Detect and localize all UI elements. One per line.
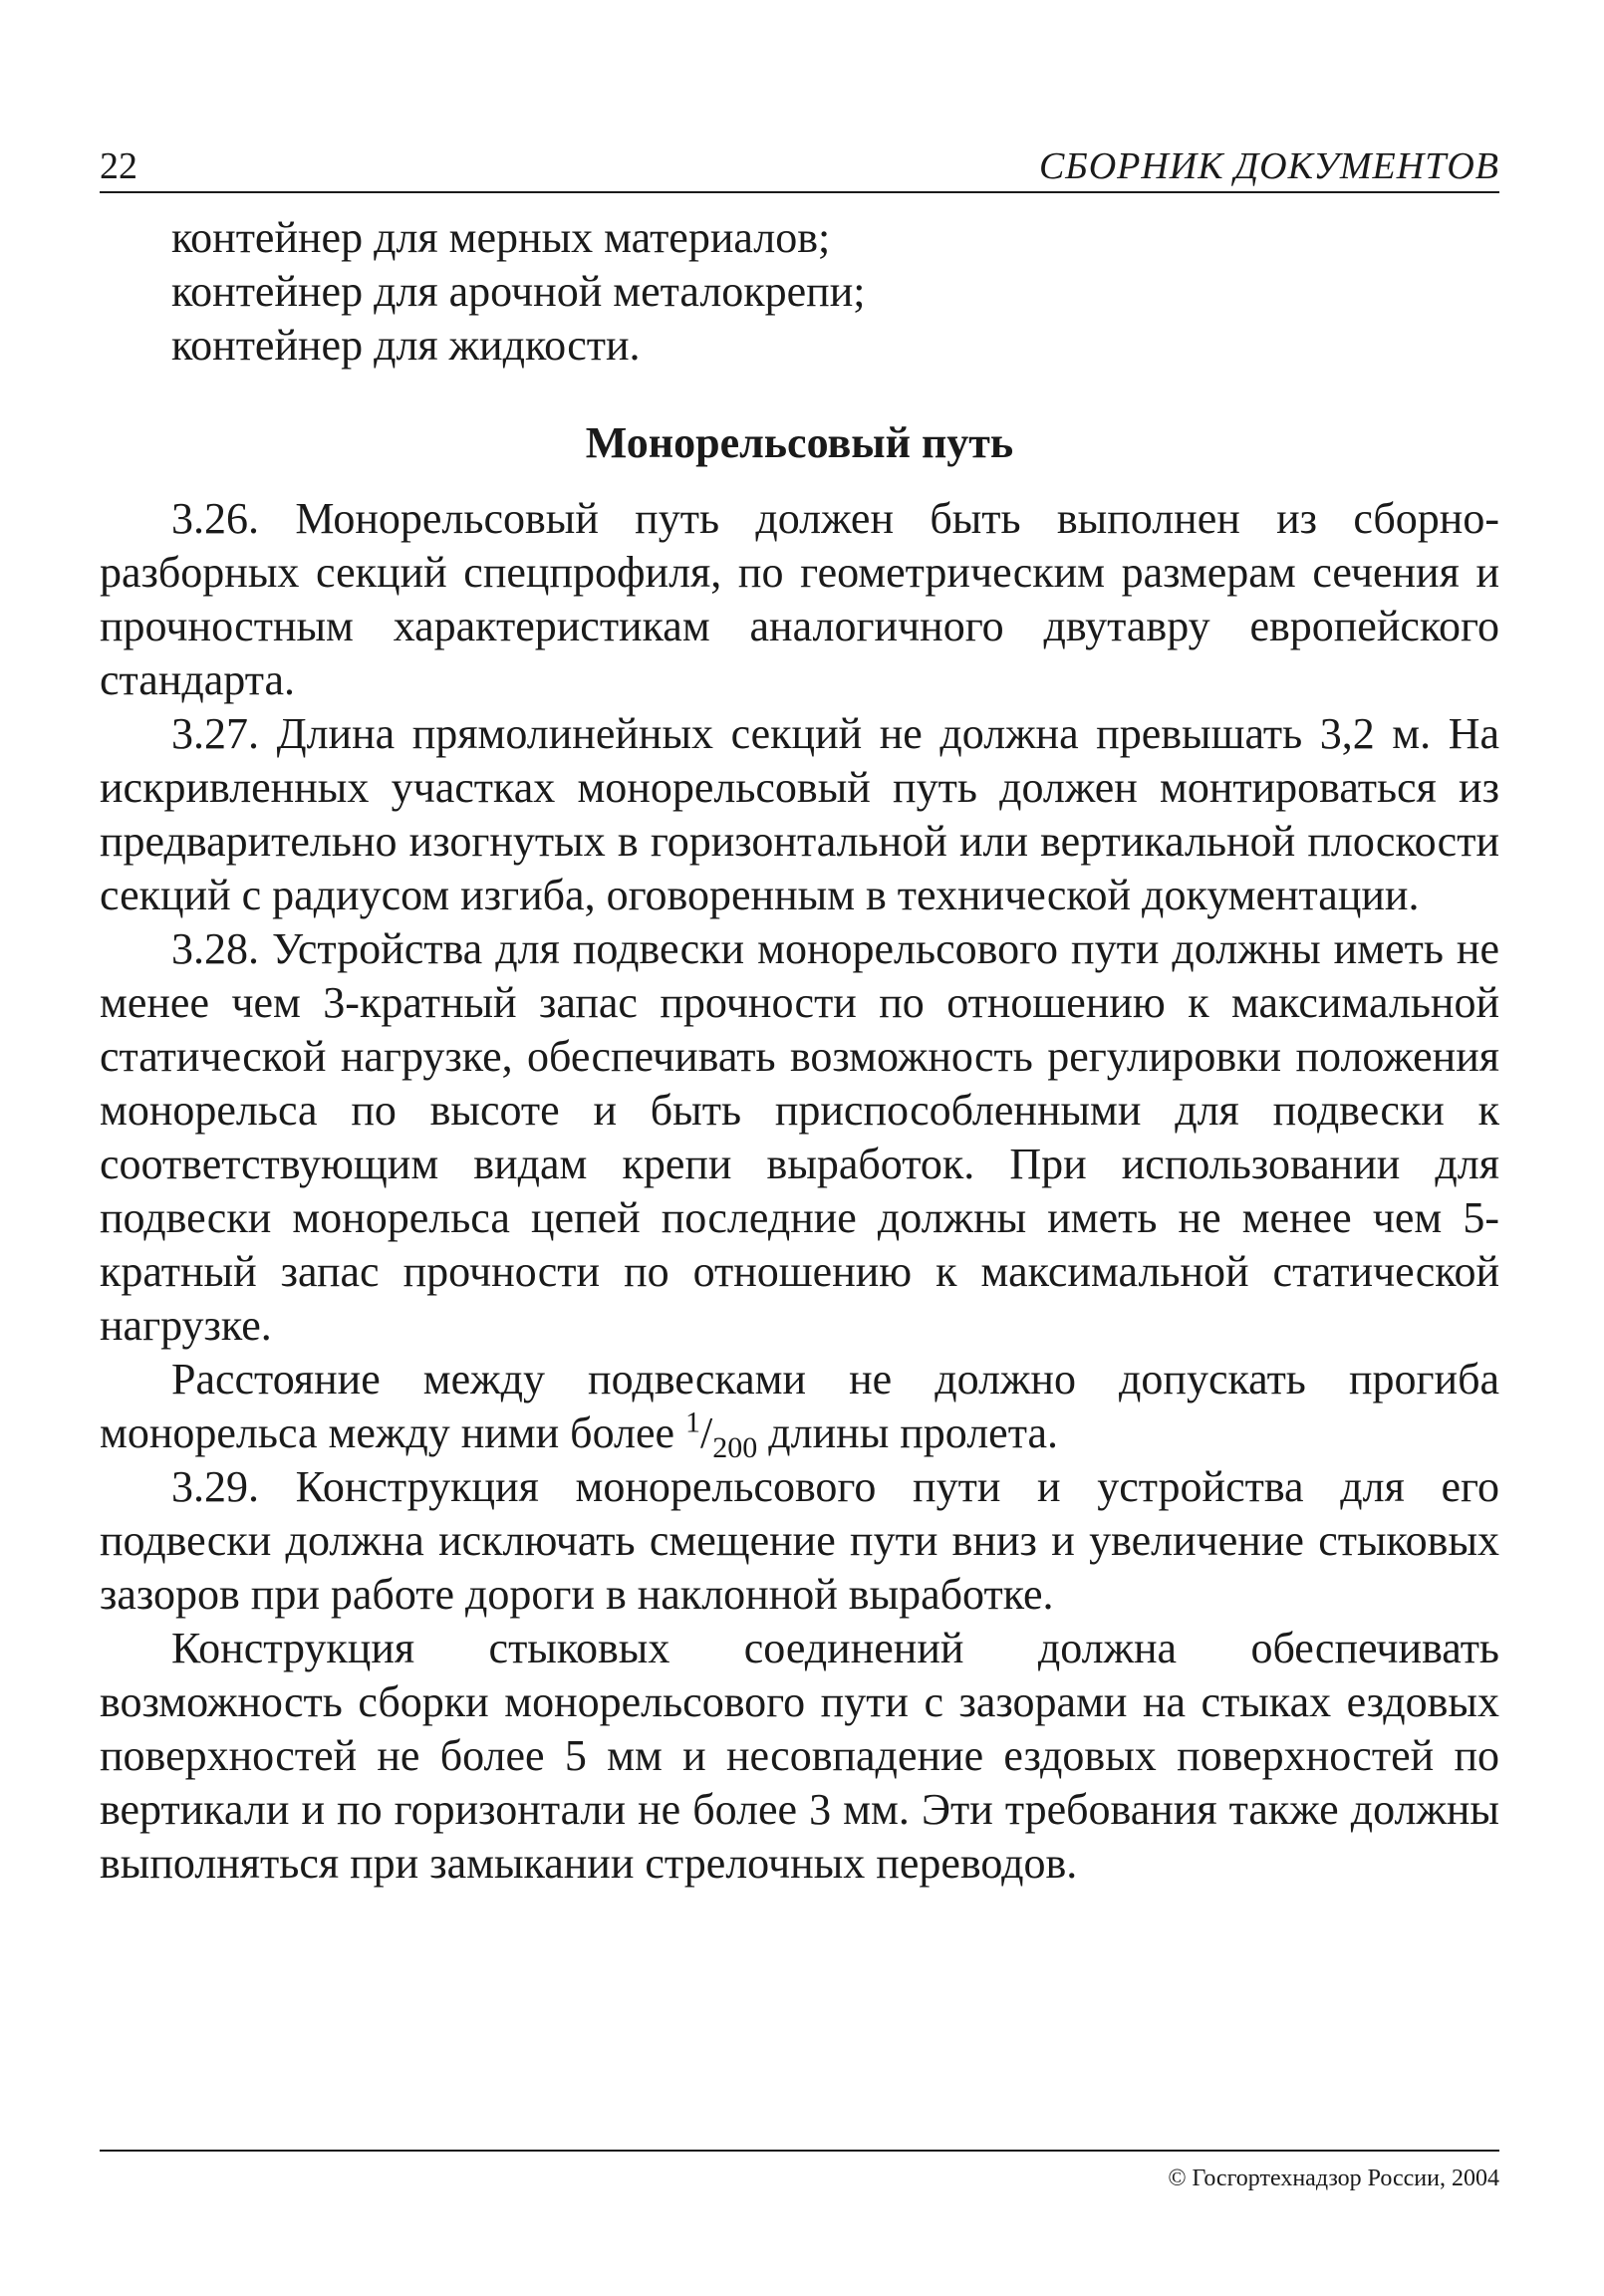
fraction-numerator: 1 bbox=[685, 1405, 701, 1439]
footer-divider bbox=[100, 2150, 1499, 2152]
copyright-notice: © Госгортехнадзор России, 2004 bbox=[1168, 2166, 1499, 2191]
page-number: 22 bbox=[100, 145, 137, 187]
distance-text-after: длины пролета. bbox=[757, 1408, 1058, 1457]
running-title: СБОРНИК ДОКУМЕНТОВ bbox=[1038, 145, 1499, 187]
section-heading: Монорельсовый путь bbox=[585, 418, 1014, 467]
paragraph-joints: Конструкция стыковых соединений должна обеспечивать возможность сборки монорельсового пути с зазорами на стыках ездовых поверхностей не более 5 мм и несовпадение ездовых поверхностей по вертикали и по горизонтали не более 3 мм. Эти требования также должны выполняться при замыкании стрелочных переводов. bbox=[100, 1624, 1499, 1888]
distance-text-before: Расстояние между подвесками не должно допускать прогиба монорельса между ними более bbox=[100, 1355, 1499, 1457]
list-item: контейнер для мерных материалов; bbox=[171, 213, 831, 262]
fraction-denominator: 200 bbox=[712, 1430, 758, 1464]
paragraph-3-29: 3.29. Конструкция монорельсового пути и устройства для его подвески должна исключать смещение пути вниз и увеличение стыковых зазоров при работе дороги в наклонной выработке. bbox=[100, 1462, 1499, 1619]
paragraph-3-27: 3.27. Длина прямолинейных секций не должна превышать 3,2 м. На искривленных участках монорельсовый путь должен монтироваться из предварительно изогнутых в горизонтальной или вертикальной плоскости секций с радиусом изгиба, оговоренным в технической документации. bbox=[100, 709, 1499, 919]
paragraph-3-26: 3.26. Монорельсовый путь должен быть выполнен из сборно-разборных секций спецпрофиля, по геометрическим размерам сечения и прочностным характеристикам аналогичного двутавру европейского стандарта. bbox=[100, 494, 1499, 704]
list-item: контейнер для жидкости. bbox=[171, 321, 641, 370]
paragraph-distance: Расстояние между подвесками не должно допускать прогиба монорельса между ними более $^1/_{200}$ длины пролета. bbox=[100, 1355, 1499, 1464]
header-divider bbox=[100, 191, 1499, 193]
list-item: контейнер для арочной металокрепи; bbox=[171, 267, 866, 316]
document-body bbox=[100, 211, 1499, 1891]
paragraph-3-28: 3.28. Устройства для подвески монорельсового пути должны иметь не менее чем 3-кратный запас прочности по отношению к максимальной статической нагрузке, обеспечивать возможность регулировки положения монорельса по высоте и быть приспособленными для подвески к соответствующим видам крепи выработок. При использовании для подвески монорельса цепей последние должны иметь не менее чем 5-кратный запас прочности по отношению к максимальной статической нагрузке. bbox=[100, 924, 1499, 1350]
